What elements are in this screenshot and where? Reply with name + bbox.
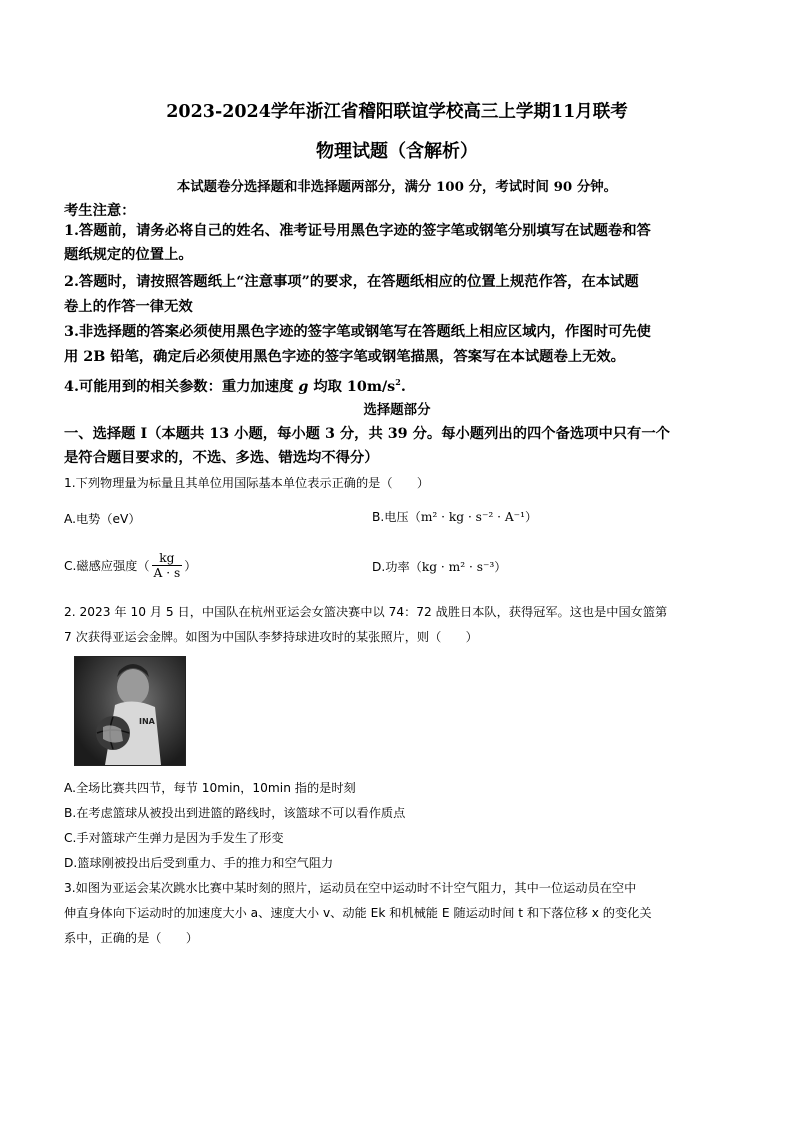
q1-option-c [64,551,196,580]
section-title: 选择题部分 [363,402,431,418]
page-title: 2023-2024学年浙江省稽阳联谊学校高三上学期11月联考 [166,102,628,122]
note-line: 3.非选择题的答案必须使用黑色字迹的签字笔或钢笔写在答题纸上相应区域内，作图时可先使 [64,324,651,340]
note-line: 用 2B 铅笔，确定后必须使用黑色字迹的签字笔或钢笔描黑，答案写在本试题卷上无效。 [64,349,625,365]
q1-c-suffix: ） [184,559,197,573]
part1-instructions-cont: 是符合题目要求的，不选、多选、错选均不得分） [64,450,379,466]
note-line: 题纸规定的位置上。 [64,247,193,263]
q1-c-prefix: C.磁感应强度（ [64,559,150,573]
q3-stem-end: 系中，正确的是（ ） [64,931,199,945]
exam-intro: 本试题卷分选择题和非选择题两部分，满分 100 分，考试时间 90 分钟。 [176,179,618,195]
q1-d-unit: kg · m² · s⁻³ [421,560,495,574]
q2-option-a: A.全场比赛共四节，每节 10min，10min 指的是时刻 [64,781,356,795]
note4-suffix: 均取 10m/s [313,379,396,395]
gravity-symbol: g [298,379,309,395]
part1-instructions: 一、选择题 I（本题共 13 小题，每小题 3 分，共 39 分。每小题列出的四个备选项中只有一个 [64,426,670,442]
note-line-4 [64,370,406,399]
q2-option-d: D.篮球刚被投出后受到重力、手的推力和空气阻力 [64,856,334,870]
q1-c-numerator: kg [152,551,183,566]
q2-stem-cont: 7 次获得亚运会金牌。如图为中国队李梦持球进攻时的某张照片，则（ ） [64,630,478,644]
note-line: 2.答题时，请按照答题纸上“注意事项”的要求，在答题纸相应的位置上规范作答，在本试题 [64,274,639,290]
q1-d-prefix: D.功率（ [372,560,422,574]
q2-stem: 2. 2023 年 10 月 5 日，中国队在杭州亚运会女篮决赛中以 74：72 战胜日本队，获得冠军。这也是中国女篮第 [64,605,668,619]
q2-option-c: C.手对篮球产生弹力是因为手发生了形变 [64,831,284,845]
q3-stem-cont: 伸直身体向下运动时的加速度大小 a、速度大小 v、动能 Ek 和机械能 E 随运动时间 t 和下落位移 x 的变化关 [64,906,652,920]
q2-option-b: B.在考虑篮球从被投出到进篮的路线时，该篮球不可以看作质点 [64,806,406,820]
q1-stem: 1.下列物理量为标量且其单位用国际基本单位表示正确的是（ ） [64,476,430,490]
q1-c-fraction [152,551,183,580]
note4-prefix: 4.可能用到的相关参数：重力加速度 [64,379,294,395]
note4-end: . [400,379,406,395]
photo-illustration [75,657,185,765]
page-subtitle: 物理试题（含解析） [316,141,478,162]
q1-option-a: A.电势（eV） [64,512,141,526]
q3-stem: 3.如图为亚运会某次跳水比赛中某时刻的照片，运动员在空中运动时不计空气阻力，其中一位运动员在空中 [64,881,637,895]
note4-sup: 2 [395,377,401,387]
q1-b-suffix: ） [525,510,538,524]
notes-heading: 考生注意： [64,203,136,219]
q1-option-b [372,508,537,525]
q1-d-suffix: ） [494,560,507,574]
q1-option-d [372,558,506,575]
basketball-player-photo [74,656,186,766]
q1-b-prefix: B.电压（ [372,510,421,524]
q1-c-denominator: A · s [153,566,181,580]
note-line: 卷上的作答一律无效 [64,299,193,315]
q1-b-unit: m² · kg · s⁻² · A⁻¹ [420,510,526,524]
note-line: 1.答题前，请务必将自己的姓名、准考证号用黑色字迹的签字笔或钢笔分别填写在试题卷和答 [64,223,651,239]
jersey-text: INA [139,717,155,726]
